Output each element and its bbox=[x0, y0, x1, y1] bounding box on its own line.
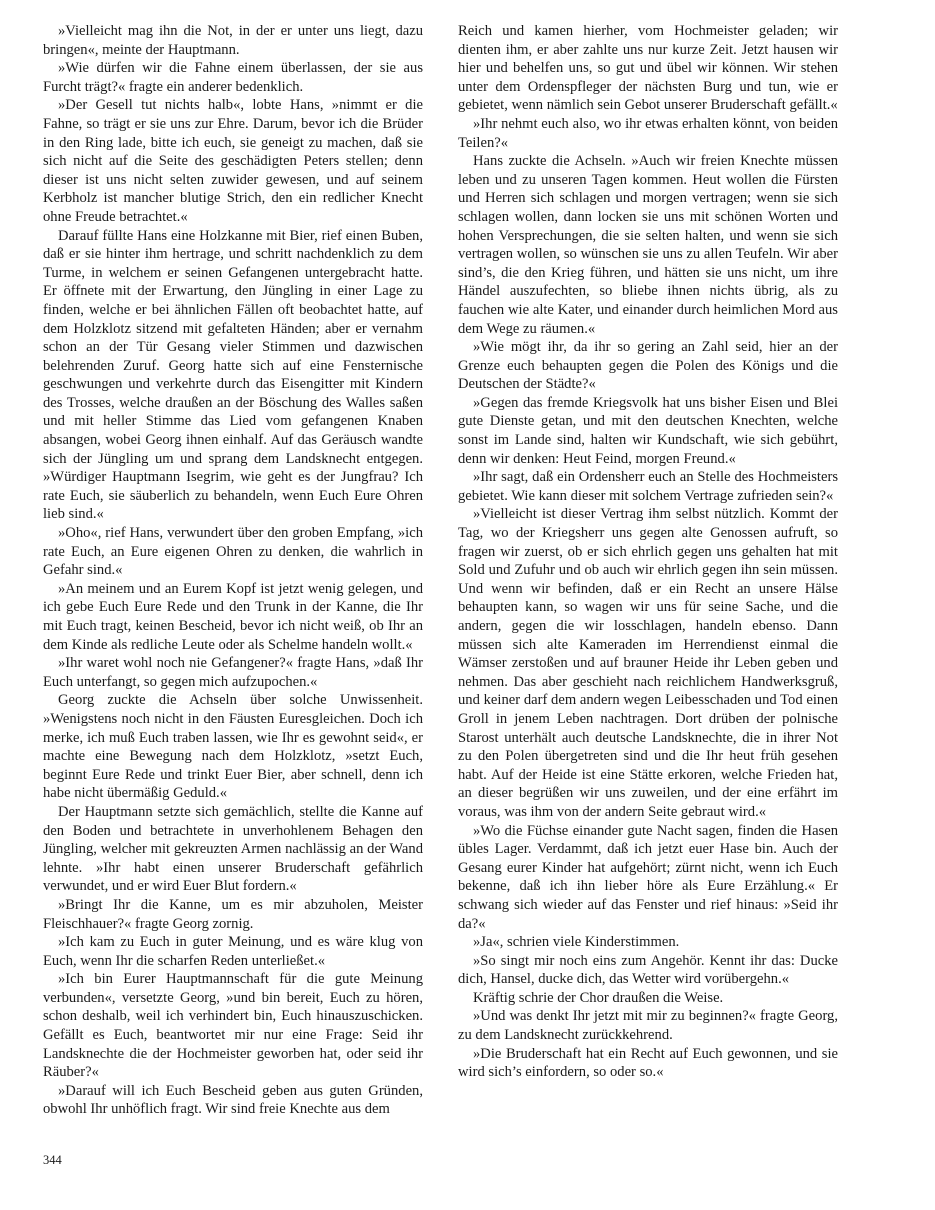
paragraph: Kräftig schrie der Chor draußen die Weise. bbox=[473, 989, 724, 1006]
paragraph: »Wie mögt ihr, da ihr so gering an Zahl seid, hier an der Grenze euch behaupten gegen die Polen des Königs und die Deutschen der Städte?« bbox=[458, 339, 838, 393]
paragraph: »Der Gesell tut nichts halb«, lobte Hans, »nimmt er die Fahne, so trägt er sie uns zur Ehre. Darum, bevor ich die Brüder in den Ring lade, bitte ich euch, sie geneigt zu machen, daß sie sich nicht auf die Seite des geschädigten Peters stellen; denn dieser ist uns nicht selten zuwider gewesen, und auf seinem Kerbholz ist mancher blutige Strich, den ein redlicher Knecht ohne Freude betrachtet.« bbox=[43, 97, 423, 225]
left-column bbox=[43, 22, 423, 1119]
paragraph: Darauf füllte Hans eine Holzkanne mit Bier, rief einen Buben, daß er sie hinter ihm hertrage, und schritt nachdenklich zu dem Turme, in welchem er seinen Gefangenen untergebracht hatte. Er öffnete mit der Erwartung, den Jüngling in einer Lage zu finden, welche er bei ähnlichen Fällen oft beobachtet hatte, auf dem Holzklotz sitzend mit gefalteten Händen; aber er vernahm schon an der Tür Gesang vieler Stimmen und dazwischen belehrenden Zuruf. Georg hatte sich auf eine Fensternische geschwungen und verkehrte durch das Eisengitter mit Kindern des Trosses, welche draußen an der Böschung des Walles saßen und mit heller Stimme das Lied vom gefangenen Knaben absangen, wobei Georg ihnen einhalf. Auf das Geräusch wandte sich der Jüngling um und sprang dem Landsknecht entgegen. »Würdiger Hauptmann Isegrim, wie geht es der Jungfrau? Ich rate Euch, sie säuberlich zu behandeln, wenn Euch Eure Ohren lieb sind.« bbox=[43, 227, 423, 523]
paragraph: »Wie dürfen wir die Fahne einem überlassen, der sie aus Furcht trägt?« fragte ein anderer bedenklich. bbox=[43, 60, 423, 95]
paragraph: »An meinem und an Eurem Kopf ist jetzt wenig gelegen, und ich gebe Euch Eure Rede und den Trunk in der Kanne, die Ihr mit Euch tragt, keinen Bescheid, bevor ich nicht weiß, ob Ihr an dem Kinde als redliche Leute oder als Schelme handeln wollt.« bbox=[43, 580, 423, 653]
paragraph: »Ihr sagt, daß ein Ordensherr euch an Stelle des Hochmeisters gebietet. Wie kann dieser mit solchem Vertrage zufrieden sein?« bbox=[458, 469, 838, 504]
paragraph: »Darauf will ich Euch Bescheid geben aus guten Gründen, obwohl Ihr unhöflich fragt. Wir sind freie Knechte aus dem bbox=[43, 1082, 423, 1118]
paragraph: Hans zuckte die Achseln. »Auch wir freien Knechte müssen leben und zu unseren Tagen kommen. Heut wollen die Fürsten und Herren sich schlagen und morgen vertragen; wenn sie sich schlagen wollen, dann locken sie uns mit schönen Worten und hohen Versprechungen, die sie selten halten, und wenn sie sich vertragen wollen, so wünschen sie uns zu allen Teufeln. Wir aber sind’s, die den Krieg führen, und hätten sie uns nicht, um ihre Händel auszufechten, so bliebe ihnen nichts übrig, als zu fauchen wie alte Kater, und einander durch heimlichen Mord aus dem Wege zu räumen.« bbox=[458, 153, 838, 337]
paragraph: »Oho«, rief Hans, verwundert über den groben Empfang, »ich rate Euch, an Eure eigenen Ohren zu denken, die wahrlich in Gefahr sind.« bbox=[43, 525, 423, 579]
paragraph: »Ihr nehmt euch also, wo ihr etwas erhalten könnt, von beiden Teilen?« bbox=[458, 115, 838, 151]
page-number: 344 bbox=[43, 1153, 62, 1167]
paragraph: »Gegen das fremde Kriegsvolk hat uns bisher Eisen und Blei gute Dienste getan, und mit den deutschen Knechten, welche sonst im Lande sind, halten wir Kundschaft, wie sich gebührt, denn wir denken: Heut Feind, morgen Freund.« bbox=[458, 394, 838, 467]
paragraph: »Wo die Füchse einander gute Nacht sagen, finden die Hasen übles Lager. Verdammt, daß ich jetzt euer Hase bin. Auch der Gesang eurer Kinder hat aufgehört; zürnt nicht, wenn ich Euch bekenne, daß ich ihn lieber höre als Eure Erzählung.« Er schwang sich wieder auf das Fenster und rief hinaus: »Seid ihr da?« bbox=[458, 822, 838, 932]
paragraph: »Vielleicht ist dieser Vertrag ihm selbst nützlich. Kommt der Tag, wo der Kriegsherr uns gegen alte Genossen aufruft, so fragen wir zuerst, ob er sich ehrlich gegen uns gehalten hat mit Sold und Zufuhr und ob auch wir ehrlich gegen ihn sein müssen. Und wenn wir befinden, daß er ein Recht an unsere Hälse behaupten kann, so wagen wir uns für seine Sache, und die andern, gegen die wir losschlagen, handeln ebenso. Dann müssen sich alte Kameraden im Herrendienst einmal die Wämser zerstoßen und auf brauner Heide ihr Leben geben und nehmen. Das aber geschieht nach reichlichem Handwerksgruß, und keiner darf dem andern wegen Leibesschaden und Tod einen Groll in jenem Leben nachtragen. Dort drüben der polnische Starost unterhält auch deutsche Landsknechte, die in ihrer Not zu den Polen übergetreten sind und die Ihr heut früh gesehen habt. Auf der Heide ist eine Stätte erkoren, welche Frieden hat, an dieser begrüßen wir uns zuweilen, und der eine erfährt im voraus, was ihm von der andern Seite gebraut wird.« bbox=[458, 506, 838, 820]
paragraph: »Die Bruderschaft hat ein Recht auf Euch gewonnen, und sie wird sich’s einfordern, so oder so.« bbox=[458, 1045, 838, 1081]
paragraph: Der Hauptmann setzte sich gemächlich, stellte die Kanne auf den Boden und betrachtete in unverhohlenem Behagen den Jüngling, welcher mit gekreuzten Armen nachlässig an der Wand lehnte. »Ihr habt einen unserer Bruderschaft gefährlich verwundet, und er wird Euer Blut fordern.« bbox=[43, 803, 423, 895]
right-column bbox=[458, 22, 838, 1082]
paragraph: Georg zuckte die Achseln über solche Unwissenheit. »Wenigstens noch nicht in den Fäusten Euresgleichen. Doch ich merke, ich muß Euch traben lassen, wie Ihr es gewohnt seid«, er machte eine Bewegung nach dem Holzklotz, »setzt Euch, beginnt Eure Rede und trinkt Euer Bier, aber schnell, denn ich habe nicht übermäßig Geduld.« bbox=[43, 692, 423, 802]
paragraph: »Ich kam zu Euch in guter Meinung, und es wäre klug von Euch, wenn Ihr die scharfen Reden unterließet.« bbox=[43, 934, 423, 969]
paragraph: »Ich bin Eurer Hauptmannschaft für die gute Meinung verbunden«, versetzte Georg, »und bin bereit, Euch zu hören, schon deshalb, weil ich verhindert bin, Euch hinauszuschicken. Gefällt es Euch, beantwortet mir nur eine Frage: Seid ihr Landsknechte die der Hochmeister geworben hat, oder seid ihr Räuber?« bbox=[43, 971, 423, 1081]
paragraph: »So singt mir noch eins zum Angehör. Kennt ihr das: Ducke dich, Hansel, ducke dich, das Wetter wird vorübergehn.« bbox=[458, 952, 838, 988]
paragraph-continuation: Reich und kamen hierher, vom Hochmeister geladen; wir dienten ihm, er aber zahlte uns nur kurze Zeit. Jetzt hausen wir hier und behelfen uns, so gut und übel wir können. Wir stehen unter dem Ordenspfleger der nächsten Burg und tun, wie er gebietet, wenn nämlich sein Gebot unserer Bruderschaft gefällt.« bbox=[458, 23, 838, 114]
paragraph: »Ihr waret wohl noch nie Gefangener?« fragte Hans, »daß Ihr Euch unterfangt, so gegen mich aufzupochen.« bbox=[43, 655, 423, 690]
paragraph: »Vielleicht mag ihn die Not, in der er unter uns liegt, dazu bringen«, meinte der Hauptmann. bbox=[43, 23, 423, 58]
paragraph: »Bringt Ihr die Kanne, um es mir abzuholen, Meister Fleischhauer?« fragte Georg zornig. bbox=[43, 896, 423, 932]
paragraph: »Und was denkt Ihr jetzt mit mir zu beginnen?« fragte Georg, zu dem Landsknecht zurückkehrend. bbox=[458, 1008, 838, 1044]
paragraph: »Ja«, schrien viele Kinderstimmen. bbox=[473, 934, 680, 951]
